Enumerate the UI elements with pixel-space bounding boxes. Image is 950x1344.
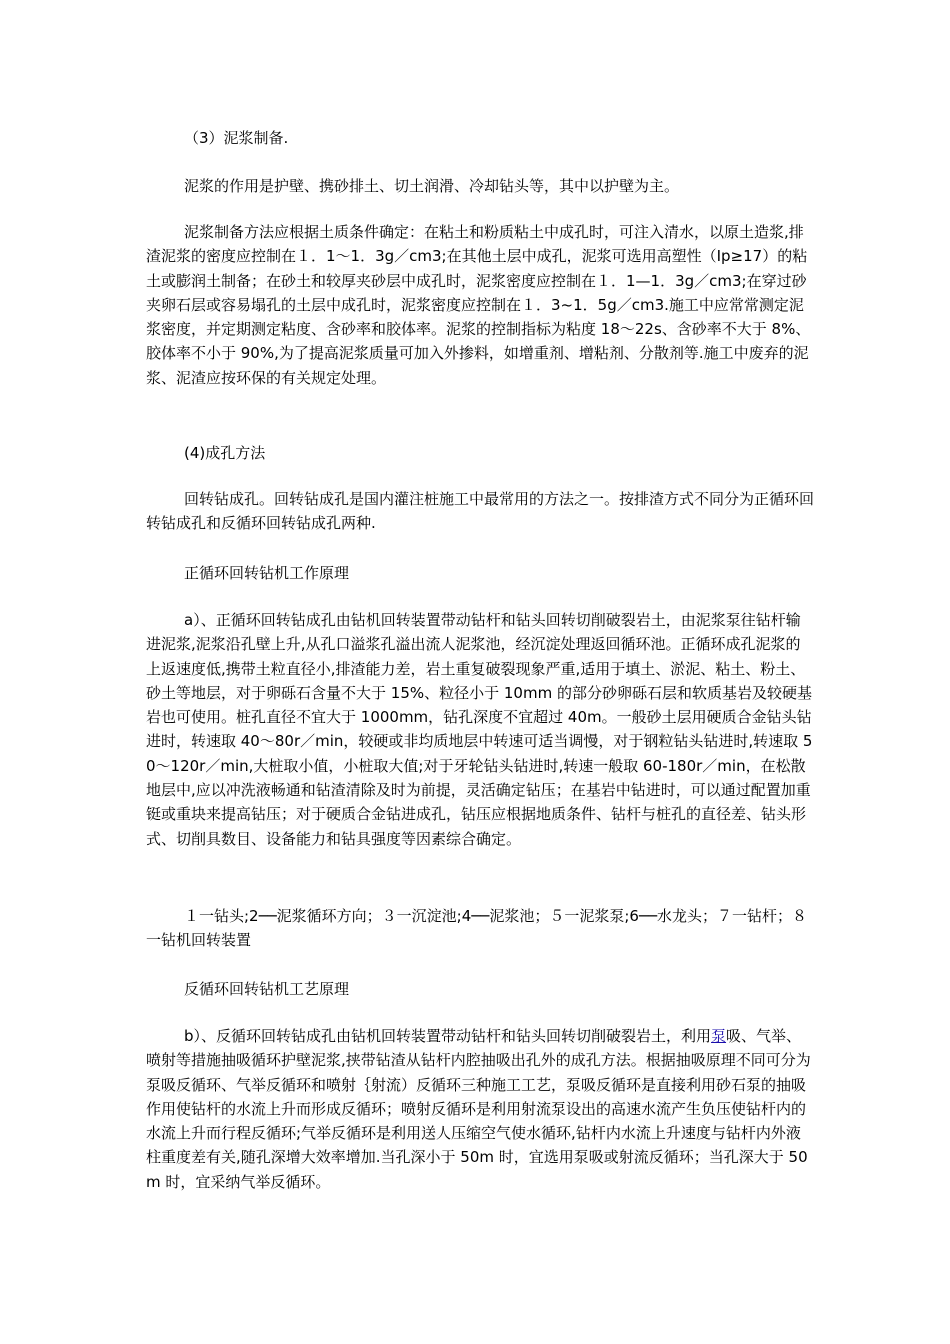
pump-link[interactable]: 泵 — [711, 1027, 727, 1045]
paragraph-reverse-text-b: 吸、气举、喷射等措施抽吸循环护壁泥浆,挟带钻渣从钻杆内腔抽吸出孔外的成孔方法。根据抽吸原理不同可分为泵吸反循环、气举反循环和喷射｛射流）反循环三种施工工艺，泵吸反循环是直接利用砂石泵的抽吸作用使钻杆的水流上升而形成反循环；喷射反循环是利用射流泵设出的高速水流产生负压使钻杆内的水流上升而行程反循环;气举反循环是利用送人压缩空气使水循环,钻杆内水流上升速度与钻杆内外液柱重度差有关,随孔深增大效率增加.当孔深小于 50m 时，宜选用泵吸或射流反循环；当孔深大于 50m 时，宜采纳气举反循环。 — [146, 1027, 811, 1191]
paragraph-mud-role-text: 泥浆的作用是护壁、携砂排土、切土润滑、冷却钻头等，其中以护壁为主。 — [184, 177, 680, 195]
paragraph-mud-method — [146, 220, 814, 390]
heading-forward-circulation: 正循环回转钻机工作原理 — [184, 564, 350, 582]
paragraph-rotary-text: 回转钻成孔。回转钻成孔是国内灌注桩施工中最常用的方法之一。按排渣方式不同分为正循环回转钻成孔和反循环回转钻成孔两种. — [146, 490, 815, 533]
paragraph-reverse-text-a: b）、反循环回转钻成孔由钻机回转装置带动钻杆和钻头回转切削破裂岩土，利用 — [184, 1027, 712, 1045]
paragraph-mud-method-text: 泥浆制备方法应根据土质条件确定：在粘土和粉质粘土中成孔时，可注入清水，以原土造浆,排渣泥浆的密度应控制在１．1～1．3g／cm3;在其他土层中成孔，泥浆可选用高塑性（Ip≥17）的粘土或膨润土制备；在砂土和较厚夹砂层中成孔时，泥浆密度应控制在１．1—1．3g／cm3;在穿过砂夹卵石层或容易塌孔的土层中成孔时，泥浆密度应控制在１．3~1．5g／cm3.施工中应常常测定泥浆密度，并定期测定粘度、含砂率和胶体率。泥浆的控制指标为粘度 18～22s、含砂率不大于 8%、胶体率不小于 90%,为了提高泥浆质量可加入外掺料，如增重剂、增粘剂、分散剂等.施工中废弃的泥浆、泥渣应按环保的有关规定处理。 — [146, 223, 811, 387]
paragraph-rotary — [146, 487, 814, 536]
paragraph-forward-circulation — [146, 608, 814, 851]
paragraph-reverse-circulation — [146, 1024, 814, 1194]
heading-reverse-circulation: 反循环回转钻机工艺原理 — [184, 980, 350, 998]
paragraph-mud-role — [146, 174, 814, 198]
section-heading-4: (4)成孔方法 — [184, 444, 266, 462]
section-heading-3: （3）泥浆制备. — [184, 129, 289, 147]
figure-legend-text: １一钻头;2──泥浆循环方向；３一沉淀池;4──泥浆池；５一泥浆泵;6──水龙头；７一钻杆；８一钻机回转装置 — [146, 907, 807, 950]
paragraph-figure-legend — [146, 904, 814, 953]
paragraph-forward-text: a）、正循环回转钻成孔由钻机回转装置带动钻杆和钻头回转切削破裂岩土，由泥浆泵往钻杆输进泥浆,泥浆沿孔壁上升,从孔口溢浆孔溢出流人泥浆池，经沉淀处理返回循环池。正循环成孔泥浆的上返速度低,携带土粒直径小,排渣能力差，岩土重复破裂现象严重,适用于填土、淤泥、粘土、粉土、砂土等地层，对于卵砾石含量不大于 15%、粒径小于 10mm 的部分砂卵砾石层和软质基岩及较硬基岩也可使用。桩孔直径不宜大于 1000mm，钻孔深度不宜超过 40m。一般砂土层用硬质合金钻头钻进时，转速取 40～80r／min，较硬或非均质地层中转速可适当调慢，对于钢粒钻头钻进时,转速取 50～120r／min,大桩取小值，小桩取大值;对于牙轮钻头钻进时,转速一般取 60-180r／min，在松散地层中,应以冲洗液畅通和钻渣清除及时为前提，灵活确定钻压；在基岩中钻进时，可以通过配置加重铤或重块来提高钻压；对于硬质合金钻进成孔，钻压应根据地质条件、钻杆与桩孔的直径差、钻头形式、切削具数目、设备能力和钻具强度等因素综合确定。 — [146, 611, 813, 848]
